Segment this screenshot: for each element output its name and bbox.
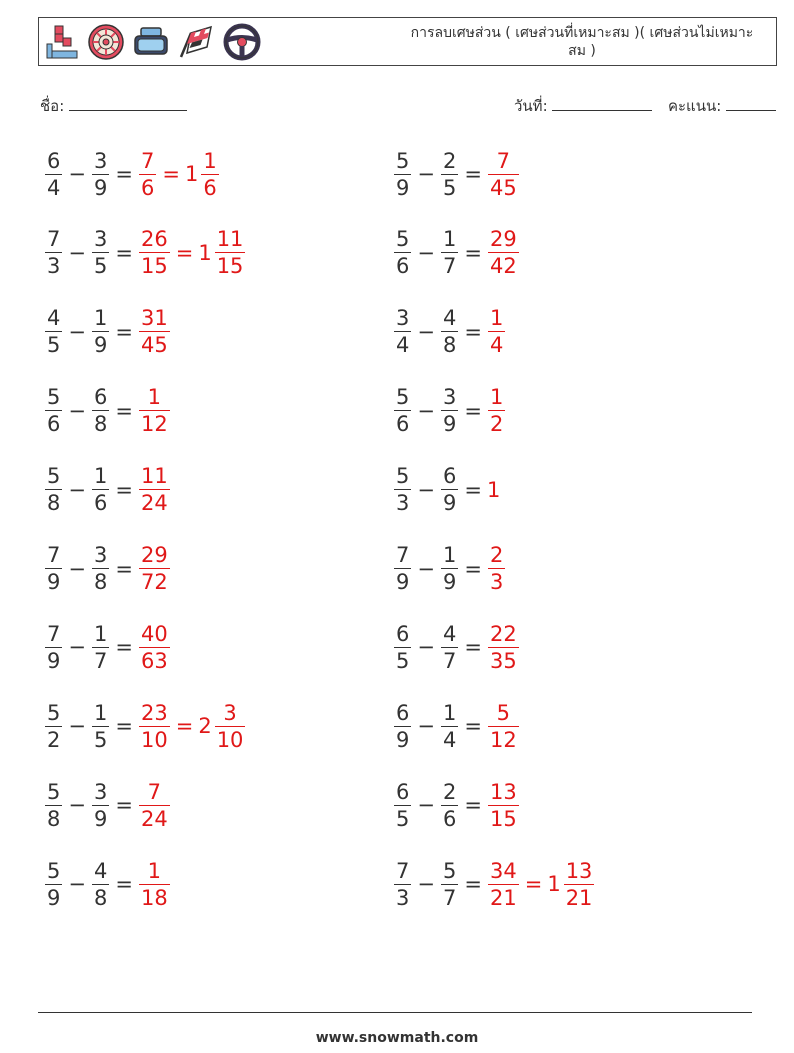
minuend-fraction-numerator: 6: [396, 779, 410, 804]
subtrahend-fraction: [441, 463, 458, 516]
date-blank: [552, 96, 652, 111]
subtrahend-fraction-denominator: 9: [442, 491, 457, 516]
subtrahend-fraction: [441, 148, 458, 201]
subtrahend-fraction-numerator: 1: [93, 306, 108, 331]
minuend-fraction-numerator: 5: [396, 385, 410, 410]
equals-sign: =: [464, 635, 482, 660]
minuend-fraction-numerator: 6: [47, 148, 61, 173]
answer: [138, 305, 171, 358]
answer: [138, 384, 171, 437]
minuend-fraction: [45, 621, 62, 674]
minuend-fraction: [45, 700, 62, 753]
problem: [44, 614, 171, 680]
problem: [44, 536, 171, 602]
minuend-fraction-denominator: 5: [396, 648, 410, 673]
minuend-fraction: [394, 542, 411, 595]
minuend-fraction: [45, 542, 62, 595]
minus-sign: −: [68, 162, 86, 186]
mixed-fraction: [215, 700, 246, 753]
name-label: ชื่อ:: [40, 97, 65, 115]
mixed-fraction-numerator: 3: [223, 700, 237, 725]
answer-fraction-numerator: 1: [147, 385, 162, 410]
subtrahend-fraction: [92, 542, 109, 595]
subtrahend-fraction-denominator: 9: [93, 806, 108, 831]
answer: [138, 621, 171, 674]
mixed-fraction-denominator: 6: [203, 175, 217, 200]
problem: [393, 614, 520, 680]
equals-sign: =: [115, 872, 133, 897]
answer-fraction: [488, 305, 505, 358]
minus-sign: −: [417, 240, 435, 265]
minuend-fraction-numerator: 5: [47, 464, 61, 489]
minus-sign: −: [68, 793, 86, 818]
subtrahend-fraction-denominator: 4: [442, 727, 457, 752]
equals-sign: =: [115, 319, 133, 344]
subtrahend-fraction-numerator: 2: [442, 148, 457, 173]
subtrahend-fraction: [441, 384, 458, 437]
subtrahend-fraction: [441, 305, 458, 358]
subtrahend-fraction: [441, 779, 458, 832]
answer-fraction: [488, 148, 519, 201]
mixed-fraction-numerator: 1: [203, 148, 217, 173]
answer: [487, 148, 520, 201]
mixed-whole: 1: [198, 240, 212, 265]
problem: [44, 299, 171, 365]
minus-sign: −: [417, 162, 435, 186]
equals-sign: =: [115, 714, 133, 739]
subtrahend-fraction: [92, 621, 109, 674]
answer-fraction-denominator: 21: [489, 885, 517, 910]
subtrahend-fraction-denominator: 7: [442, 885, 457, 910]
answer-fraction: [488, 384, 505, 437]
subtrahend-fraction-numerator: 6: [442, 464, 457, 489]
answer: [138, 858, 171, 911]
minuend-fraction-numerator: 5: [47, 858, 61, 883]
problem: [44, 851, 171, 917]
blocks-icon: [45, 24, 79, 60]
equals-sign: =: [464, 162, 482, 186]
subtrahend-fraction-denominator: 9: [93, 333, 108, 358]
date-score-field: [514, 94, 776, 118]
answer-fraction-numerator: 34: [489, 858, 517, 883]
answer-fraction-numerator: 31: [140, 306, 168, 331]
minuend-fraction-denominator: 9: [396, 175, 410, 200]
subtrahend-fraction-numerator: 1: [93, 464, 108, 489]
answer-fraction-denominator: 42: [489, 254, 517, 279]
minuend-fraction: [45, 226, 62, 279]
equals-sign: =: [464, 714, 482, 739]
equals-sign: =: [464, 872, 482, 897]
subtrahend-fraction-denominator: 7: [442, 254, 457, 279]
minuend-fraction-denominator: 6: [47, 412, 61, 437]
minuend-fraction-numerator: 7: [47, 227, 61, 252]
answer: [138, 148, 220, 201]
minuend-fraction-numerator: 7: [396, 858, 410, 883]
mixed-whole: 1: [547, 872, 561, 897]
answer-fraction-denominator: 18: [140, 885, 168, 910]
minus-sign: −: [68, 240, 86, 265]
mixed-whole: 1: [184, 162, 199, 186]
subtrahend-fraction-numerator: 3: [442, 385, 457, 410]
problem: [44, 220, 246, 286]
answer-fraction-denominator: 63: [140, 648, 168, 673]
answer-equals-sign: =: [175, 240, 194, 265]
subtrahend-fraction: [92, 779, 109, 832]
answer: [487, 700, 520, 753]
mixed-fraction-numerator: 11: [216, 227, 244, 252]
header-icons: [45, 23, 261, 61]
answer: [487, 305, 506, 358]
answer: [138, 779, 171, 832]
minuend-fraction-denominator: 6: [396, 254, 410, 279]
subtrahend-fraction-denominator: 8: [93, 412, 108, 437]
equals-sign: =: [115, 477, 133, 502]
minuend-fraction-denominator: 9: [396, 727, 410, 752]
minuend-fraction: [45, 305, 62, 358]
problem: [44, 693, 246, 759]
problem: [44, 772, 171, 838]
equals-sign: =: [464, 240, 482, 265]
minuend-fraction-denominator: 9: [47, 570, 61, 594]
answer-fraction-denominator: 15: [489, 806, 517, 831]
subtrahend-fraction-denominator: 7: [442, 648, 457, 673]
subtrahend-fraction: [441, 226, 458, 279]
answer-fraction-numerator: 7: [140, 148, 155, 173]
answer-fraction: [139, 148, 156, 201]
subtrahend-fraction-numerator: 3: [93, 543, 108, 567]
minus-sign: −: [417, 635, 435, 660]
minuend-fraction: [45, 463, 62, 516]
subtrahend-fraction-denominator: 7: [93, 648, 108, 673]
answer: [487, 779, 520, 832]
mixed-fraction-denominator: 15: [216, 254, 244, 279]
minuend-fraction: [394, 700, 411, 753]
answer-fraction-numerator: 1: [489, 306, 504, 331]
minuend-fraction-denominator: 9: [396, 570, 410, 594]
answer-fraction-denominator: 24: [140, 806, 168, 831]
answer: [487, 542, 506, 595]
mixed-fraction: [564, 858, 595, 911]
answer-fraction-numerator: 2: [489, 543, 504, 567]
equals-sign: =: [464, 556, 482, 581]
minuend-fraction-numerator: 6: [396, 621, 410, 646]
minuend-fraction: [394, 148, 411, 201]
footer-divider: [38, 1012, 752, 1013]
equals-sign: =: [115, 240, 133, 265]
answer-whole: 1: [486, 477, 501, 502]
answer-fraction-numerator: 29: [489, 227, 517, 252]
subtrahend-fraction: [92, 384, 109, 437]
minus-sign: −: [417, 398, 435, 423]
subtrahend-fraction-numerator: 4: [93, 858, 108, 883]
answer-fraction: [488, 858, 519, 911]
name-blank: [69, 96, 187, 111]
minuend-fraction-numerator: 6: [396, 700, 410, 725]
subtrahend-fraction: [441, 621, 458, 674]
minuend-fraction-numerator: 5: [396, 148, 410, 173]
problem: [393, 378, 506, 444]
score-label: คะแนน:: [667, 97, 722, 115]
answer-equals-sign: =: [524, 872, 543, 897]
minuend-fraction-numerator: 5: [396, 464, 410, 489]
minus-sign: −: [68, 398, 86, 423]
answer-fraction-denominator: 24: [140, 491, 168, 516]
minuend-fraction-numerator: 7: [47, 621, 61, 646]
problem: [44, 457, 171, 523]
answer-equals-sign: =: [175, 714, 194, 739]
equals-sign: =: [115, 556, 133, 581]
subtrahend-fraction-denominator: 8: [93, 885, 108, 910]
answer-fraction-numerator: 11: [140, 464, 168, 489]
answer: [138, 542, 171, 595]
minus-sign: −: [417, 477, 435, 502]
problem: [393, 220, 520, 286]
minuend-fraction-denominator: 9: [47, 885, 61, 910]
subtrahend-fraction: [441, 542, 458, 595]
minuend-fraction-denominator: 3: [396, 491, 410, 516]
answer-fraction: [139, 621, 170, 674]
minuend-fraction: [394, 858, 411, 911]
answer-fraction-denominator: 72: [140, 570, 168, 594]
subtrahend-fraction-denominator: 8: [442, 333, 457, 358]
subtrahend-fraction-numerator: 1: [93, 700, 108, 725]
problem: [393, 457, 500, 523]
answer-fraction: [139, 226, 170, 279]
answer-fraction: [139, 463, 170, 516]
problem: [393, 772, 520, 838]
equals-sign: =: [464, 398, 482, 423]
minuend-fraction-numerator: 4: [47, 306, 61, 331]
minus-sign: −: [68, 635, 86, 660]
mixed-fraction: [215, 226, 246, 279]
worksheet-header: [38, 17, 777, 66]
minuend-fraction-denominator: 3: [47, 254, 61, 279]
answer-fraction-denominator: 45: [140, 333, 168, 358]
minus-sign: −: [417, 714, 435, 739]
subtrahend-fraction-numerator: 3: [93, 227, 108, 252]
subtrahend-fraction-denominator: 8: [93, 570, 108, 594]
minus-sign: −: [68, 477, 86, 502]
answer-fraction: [139, 384, 170, 437]
answer-fraction: [488, 700, 519, 753]
minus-sign: −: [417, 319, 435, 344]
problem: [393, 851, 595, 917]
minuend-fraction: [45, 384, 62, 437]
answer-fraction: [139, 779, 170, 832]
answer-fraction-denominator: 45: [489, 175, 517, 200]
problem: [393, 299, 506, 365]
minuend-fraction: [394, 779, 411, 832]
minuend-fraction-numerator: 7: [396, 543, 410, 567]
minuend-fraction: [394, 463, 411, 516]
subtrahend-fraction-numerator: 4: [442, 306, 457, 331]
answer-fraction: [488, 779, 519, 832]
equals-sign: =: [464, 319, 482, 344]
answer: [487, 384, 506, 437]
minuend-fraction-denominator: 2: [47, 727, 61, 752]
answer: [487, 226, 520, 279]
minuend-fraction-denominator: 8: [47, 806, 61, 831]
minuend-fraction-numerator: 7: [47, 543, 61, 567]
answer: [138, 463, 171, 516]
answer-fraction-numerator: 23: [140, 700, 168, 725]
minus-sign: −: [68, 714, 86, 739]
minuend-fraction-denominator: 5: [396, 806, 410, 831]
minuend-fraction: [394, 226, 411, 279]
date-label: วันที่:: [514, 97, 548, 115]
subtrahend-fraction-numerator: 3: [93, 779, 108, 804]
minuend-fraction-numerator: 5: [47, 385, 61, 410]
subtrahend-fraction-numerator: 3: [93, 148, 108, 173]
answer: [138, 226, 246, 279]
answer-fraction-denominator: 15: [140, 254, 168, 279]
minus-sign: −: [417, 793, 435, 818]
subtrahend-fraction-denominator: 6: [93, 491, 108, 516]
subtrahend-fraction: [92, 463, 109, 516]
answer-fraction-numerator: 13: [489, 779, 517, 804]
answer-fraction-numerator: 22: [489, 621, 517, 646]
steering-wheel-icon: [223, 23, 261, 61]
minuend-fraction-numerator: 5: [47, 700, 61, 725]
answer-fraction-denominator: 2: [489, 412, 504, 437]
subtrahend-fraction-denominator: 5: [93, 254, 108, 279]
subtrahend-fraction-numerator: 6: [93, 385, 108, 410]
dartboard-icon: [87, 23, 125, 61]
equals-sign: =: [115, 635, 133, 660]
answer-equals-sign: =: [162, 162, 180, 186]
answer-fraction: [488, 542, 505, 595]
answer-fraction: [139, 305, 170, 358]
answer: [487, 858, 595, 911]
answer-fraction-numerator: 1: [489, 385, 504, 410]
name-field: [40, 94, 187, 118]
subtrahend-fraction: [92, 148, 109, 201]
minuend-fraction-denominator: 9: [47, 648, 61, 673]
answer-fraction: [139, 542, 170, 595]
answer-fraction-numerator: 1: [147, 858, 162, 883]
subtrahend-fraction-numerator: 4: [442, 621, 457, 646]
subtrahend-fraction: [441, 700, 458, 753]
answer-fraction-numerator: 5: [496, 700, 511, 725]
answer-fraction-denominator: 6: [140, 175, 155, 200]
worksheet-title: การลบเศษส่วน ( เศษส่วนที่เหมาะสม )( เศษส่วนไม่เหมาะสม ): [410, 25, 754, 59]
minus-sign: −: [417, 556, 435, 581]
minuend-fraction-denominator: 6: [396, 412, 410, 437]
minuend-fraction-numerator: 5: [396, 227, 410, 252]
minuend-fraction: [45, 779, 62, 832]
subtrahend-fraction-denominator: 5: [93, 727, 108, 752]
minuend-fraction: [394, 305, 411, 358]
problem: [393, 693, 520, 759]
vr-headset-icon: [133, 26, 169, 58]
equals-sign: =: [115, 162, 133, 186]
minuend-fraction: [45, 148, 62, 201]
subtrahend-fraction: [92, 305, 109, 358]
minuend-fraction: [394, 621, 411, 674]
answer-fraction-denominator: 35: [489, 648, 517, 673]
answer-fraction-denominator: 3: [489, 570, 504, 594]
minuend-fraction-denominator: 4: [47, 175, 61, 200]
mixed-fraction-numerator: 13: [565, 858, 593, 883]
minus-sign: −: [417, 872, 435, 897]
subtrahend-fraction: [441, 858, 458, 911]
answer: [138, 700, 246, 753]
subtrahend-fraction: [92, 700, 109, 753]
mixed-fraction-denominator: 21: [565, 885, 593, 910]
minuend-fraction-denominator: 3: [396, 885, 410, 910]
subtrahend-fraction-denominator: 9: [442, 412, 457, 437]
subtrahend-fraction: [92, 226, 109, 279]
answer-fraction-numerator: 29: [140, 543, 168, 567]
answer-fraction-numerator: 26: [140, 227, 168, 252]
subtrahend-fraction-numerator: 1: [442, 700, 457, 725]
subtrahend-fraction-numerator: 1: [442, 543, 457, 567]
minuend-fraction-numerator: 3: [396, 306, 410, 331]
subtrahend-fraction-numerator: 1: [93, 621, 108, 646]
subtrahend-fraction-denominator: 9: [442, 570, 457, 594]
minuend-fraction-numerator: 5: [47, 779, 61, 804]
problem: [44, 141, 220, 207]
mixed-fraction-denominator: 10: [216, 727, 244, 752]
answer-fraction-denominator: 12: [140, 412, 168, 437]
minus-sign: −: [68, 319, 86, 344]
equals-sign: =: [464, 477, 482, 502]
subtrahend-fraction-numerator: 1: [442, 227, 457, 252]
subtrahend-fraction-denominator: 9: [93, 175, 108, 200]
minus-sign: −: [68, 872, 86, 897]
answer: [487, 478, 500, 502]
answer-fraction: [139, 700, 170, 753]
problem: [393, 141, 520, 207]
minuend-fraction-denominator: 4: [396, 333, 410, 358]
answer-fraction: [488, 226, 519, 279]
answer-fraction-denominator: 4: [489, 333, 504, 358]
subtrahend-fraction-denominator: 6: [442, 806, 457, 831]
subtrahend-fraction-numerator: 2: [442, 779, 457, 804]
minuend-fraction-denominator: 5: [47, 333, 61, 358]
footer-url: www.snowmath.com: [315, 1030, 479, 1046]
answer-fraction-numerator: 7: [147, 779, 162, 804]
minuend-fraction-denominator: 8: [47, 491, 61, 516]
answer-fraction-numerator: 7: [496, 148, 511, 173]
answer: [487, 621, 520, 674]
problem: [393, 536, 506, 602]
mixed-fraction: [201, 148, 218, 201]
minus-sign: −: [68, 556, 86, 581]
answer-fraction-numerator: 40: [140, 621, 168, 646]
subtrahend-fraction-denominator: 5: [442, 175, 457, 200]
answer-fraction: [488, 621, 519, 674]
equals-sign: =: [115, 398, 133, 423]
problem: [44, 378, 171, 444]
equals-sign: =: [464, 793, 482, 818]
answer-fraction-denominator: 12: [489, 727, 517, 752]
minuend-fraction: [394, 384, 411, 437]
minuend-fraction: [45, 858, 62, 911]
answer-fraction-denominator: 10: [140, 727, 168, 752]
mixed-whole: 2: [198, 714, 212, 739]
score-blank: [726, 96, 776, 111]
answer-fraction: [139, 858, 170, 911]
subtrahend-fraction-numerator: 5: [442, 858, 457, 883]
subtrahend-fraction: [92, 858, 109, 911]
racing-flag-icon: [177, 25, 215, 59]
equals-sign: =: [115, 793, 133, 818]
